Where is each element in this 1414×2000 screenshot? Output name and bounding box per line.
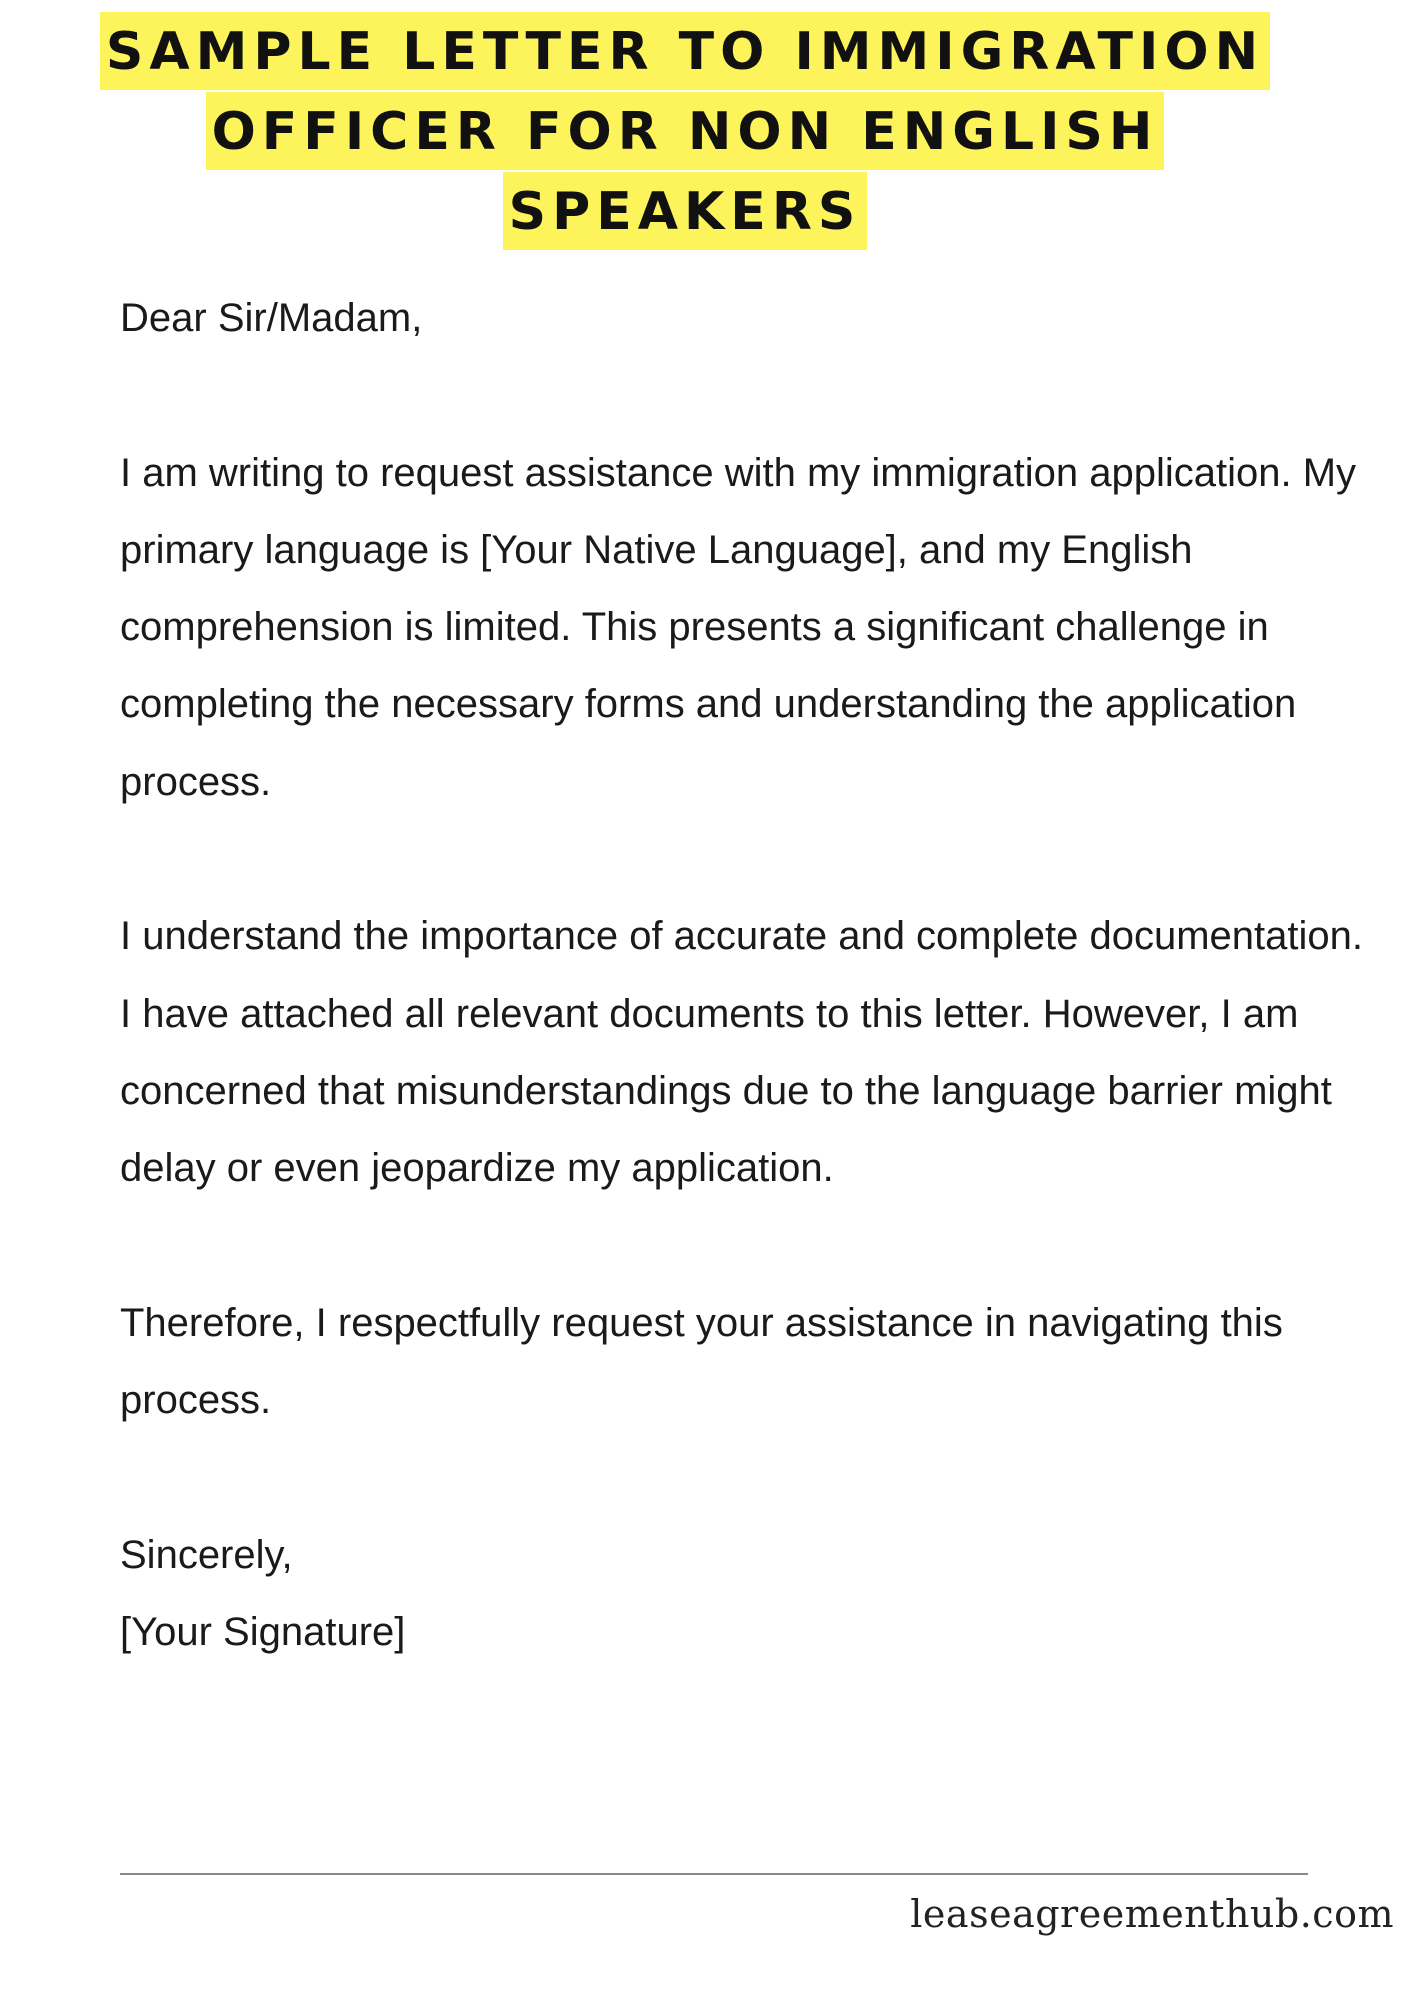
footer-divider: [120, 1873, 1308, 1875]
title-line-2: OFFICER FOR NON ENGLISH: [206, 92, 1165, 170]
paragraph-documentation: I understand the importance of accurate and complete documentation. I have attached all relevant documents to this letter. However, I am concerned that misunderstandings due to the language barrier might delay or even jeopardize my application.: [120, 914, 1363, 1191]
paragraph-request: I am writing to request assistance with my immigration application. My primary language is [Your Native Language], and my English comprehension is limited. This presents a significant challenge in completing the necessary forms and understanding the application process.: [120, 450, 1357, 804]
salutation: Dear Sir/Madam,: [120, 296, 423, 340]
signature-placeholder: [Your Signature]: [120, 1610, 406, 1655]
letter-body: [120, 280, 1370, 1671]
paragraph-assistance: Therefore, I respectfully request your assistance in navigating this process.: [120, 1300, 1283, 1423]
document-title: [0, 12, 1370, 252]
title-line-1: SAMPLE LETTER TO IMMIGRATION: [100, 12, 1270, 90]
website-credit: leaseagreementhub.com: [910, 1892, 1394, 1936]
closing: Sincerely,: [120, 1532, 293, 1577]
title-line-3: SPEAKERS: [503, 172, 868, 250]
